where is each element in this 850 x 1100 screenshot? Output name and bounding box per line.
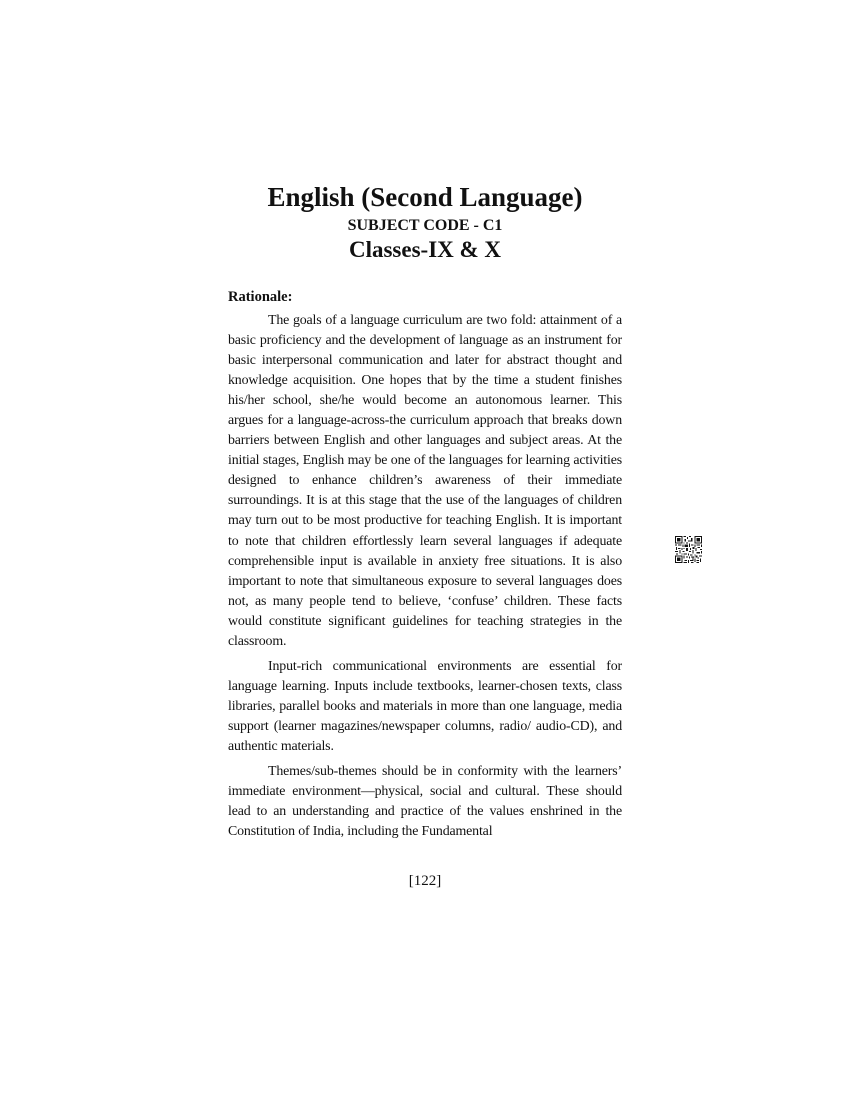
qr-code-icon — [675, 536, 702, 563]
section-heading: Rationale: — [228, 289, 293, 305]
paragraph-1: The goals of a language curriculum are two fold: attainment of a basic proficiency and the development of language as an instrument for basic interpersonal communication and later for abstract thought and knowledge acquisition. One hopes that by the time a student finishes his/her school, she/he would become an autonomous learner. This argues for a language-across-the curriculum approach that breaks down barriers between English and other languages and subject areas. At the initial stages, English may be one of the languages for learning activities designed to enhance children’s awareness of their immediate surroundings. It is at this stage that the use of the languages of children may turn out to be most productive for teaching English. It is important to note that children effortlessly learn several languages if adequate comprehensible input is available in anxiety free situations. It is also important to note that simultaneous exposure to several languages does not, as many people tend to believe, ‘confuse’ children. These facts would constitute significant guidelines for teaching strategies in the classroom. — [228, 313, 622, 649]
subject-code: SUBJECT CODE - C1 — [347, 217, 503, 234]
paragraph-2: Input-rich communicational environments are essential for language learning. Inputs include textbooks, learner-chosen texts, class libraries, parallel books and materials in more than one language, media support (learner magazines/newspaper columns, radio/ audio-CD), and authentic materials. — [228, 658, 622, 754]
paragraph-3: Themes/sub-themes should be in conformity with the learners’ immediate environment—physical, social and cultural. These should lead to an understanding and practice of the values enshrined in the Constitution of India, including the Fundamental — [228, 764, 622, 840]
document-title: English (Second Language) — [267, 182, 583, 212]
classes-heading: Classes-IX & X — [348, 237, 502, 262]
rationale-section — [228, 287, 622, 847]
page-number: [122] — [408, 873, 442, 889]
